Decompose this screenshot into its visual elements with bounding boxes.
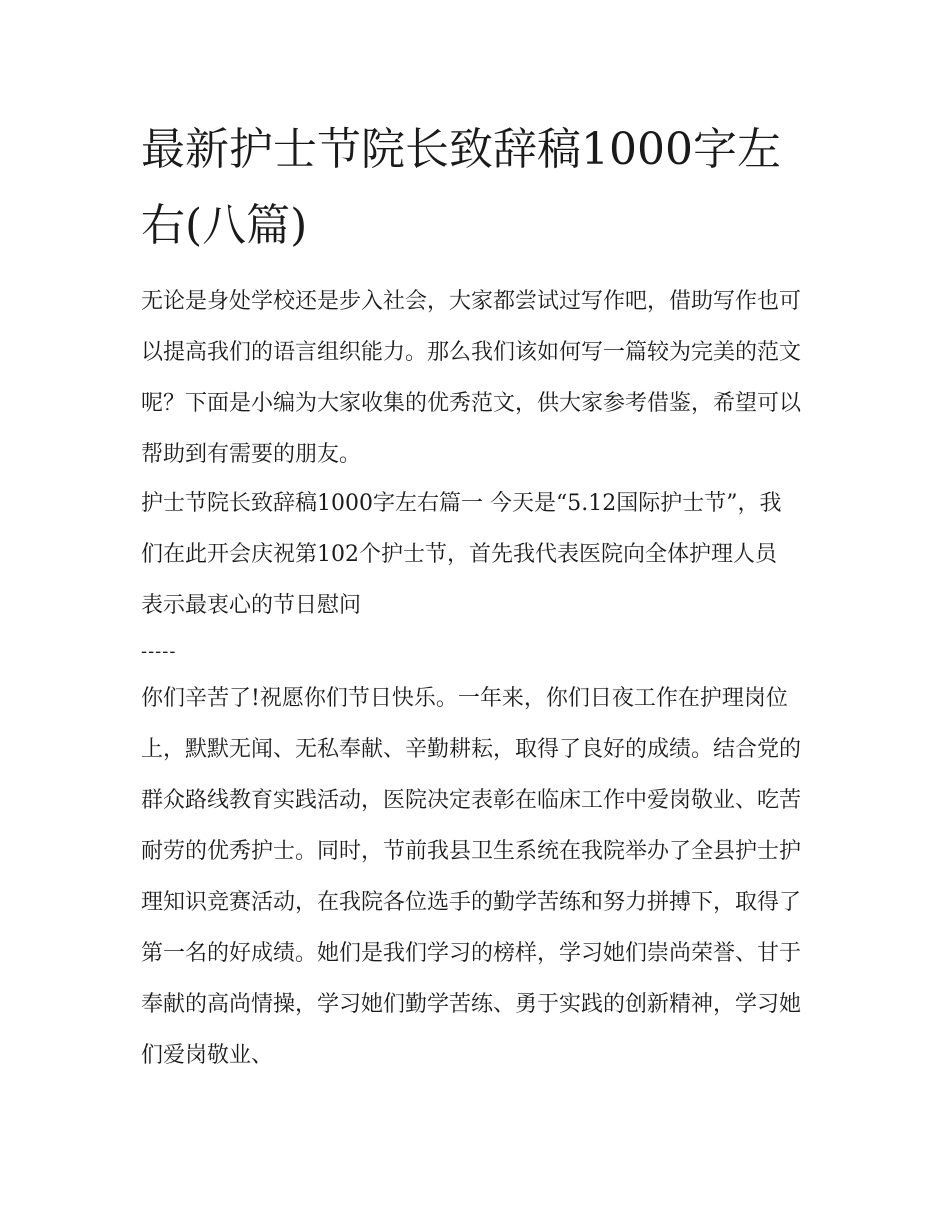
separator-line: ----- (141, 641, 177, 662)
intro-paragraph: 无论是身处学校还是步入社会，大家都尝试过写作吧，借助写作也可以提高我们的语言组织能力。那么我们该如何写一篇较为完美的范文呢？下面是小编为大家收集的优秀范文，供大家参考借鉴，希望可以帮助到有需要的朋友。 (141, 289, 802, 467)
document-title: 最新护士节院长致辞稿1000字左右(八篇) (141, 124, 781, 251)
body-paragraph: 你们辛苦了!祝愿你们节日快乐。一年来，你们日夜工作在护理岗位上，默默无闻、无私奉献、辛勤耕耘，取得了良好的成绩。结合党的群众路线教育实践活动，医院决定表彰在临床工作中爱岗敬业、吃苦耐劳的优秀护士。同时，节前我县卫生系统在我院举办了全县护士护理知识竞赛活动，在我院各位选手的勤学苦练和努力拼搏下，取得了第一名的好成绩。她们是我们学习的榜样，学习她们崇尚荣誉、甘于奉献的高尚情操，学习她们勤学苦练、勇于实践的创新精神，学习她们爱岗敬业、 (141, 686, 802, 1068)
section-one-paragraph: 护士节院长致辞稿1000字左右篇一 今天是“5.12国际护士节”，我们在此开会庆祝第102个护士节，首先我代表医院向全体护理人员表示最衷心的节日慰问 (141, 491, 782, 618)
